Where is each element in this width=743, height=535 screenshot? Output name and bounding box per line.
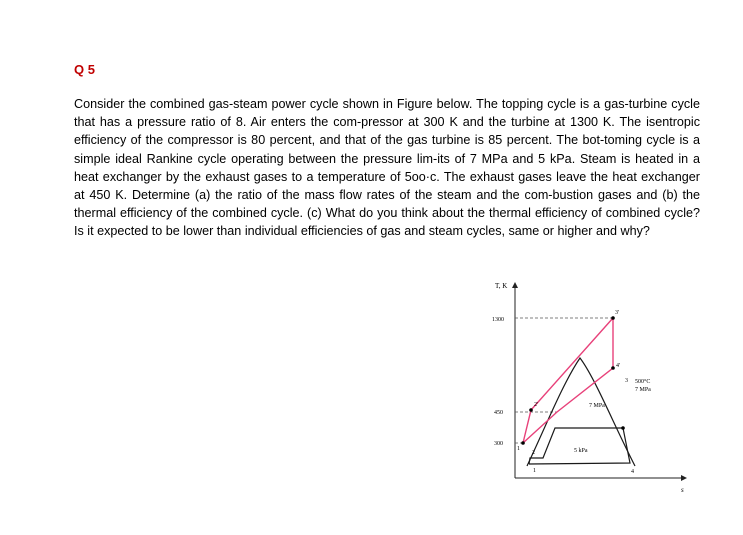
gas-label-4: 4' bbox=[616, 363, 621, 369]
question-title: Q 5 bbox=[74, 62, 95, 77]
ts-diagram bbox=[485, 278, 690, 498]
tick-450: 450 bbox=[494, 410, 503, 416]
steam-cycle bbox=[529, 428, 630, 464]
steam-point-3-dot bbox=[621, 426, 625, 430]
tick-300: 300 bbox=[494, 441, 503, 447]
state3-temperature: 500°C bbox=[635, 379, 651, 385]
x-axis-label: s bbox=[681, 486, 684, 494]
gas-point-3-dot bbox=[611, 316, 615, 320]
axes bbox=[512, 282, 687, 481]
question-text: Consider the combined gas-steam power cycle shown in Figure below. The topping cycle is a gas-turbine cycle that has a pressure ratio of 8. Air enters the com-pressor at 300 K and the turbine at 1300 K. The isentropic efficiency of the compressor is 80 percent, and that of the gas turbine is 85 percent. The bot-toming cycle is a simple ideal Rankine cycle operating between the pressure lim-its of 7 MPa and 5 kPa. Steam is heated in a heat exchanger by the exhaust gases to a temperature of 5oo·c. The exhaust gases leave the heat exchanger at 450 K. Determine (a) the ratio of the mass flow rates of the steam and the com-bustion gases and (b) the thermal efficiency of the combined cycle. (c) What do you think about the thermal efficiency of combined cycle? Is it expected to be lower than individual efficiencies of gas and steam cycles, same or higher and why? bbox=[74, 97, 700, 239]
steam-label-4: 4 bbox=[631, 469, 634, 475]
ts-diagram-figure bbox=[485, 278, 690, 498]
isobar-7mpa-label: 7 MPa bbox=[589, 403, 605, 409]
steam-label-1: 1 bbox=[533, 468, 536, 474]
gas-cycle bbox=[523, 318, 613, 443]
steam-label-3: 3 bbox=[625, 378, 628, 384]
gas-point-2-dot bbox=[529, 408, 533, 412]
gas-label-2: 2' bbox=[534, 402, 539, 408]
gas-point-1-dot bbox=[521, 441, 525, 445]
tick-1300: 1300 bbox=[492, 317, 504, 323]
gas-point-4-dot bbox=[611, 366, 615, 370]
y-axis-label: T, K bbox=[495, 282, 508, 290]
gas-label-1: 1 bbox=[517, 446, 520, 452]
state3-pressure: 7 MPa bbox=[635, 387, 651, 393]
steam-label-2: 2 bbox=[532, 450, 535, 456]
isobar-5kpa-label: 5 kPa bbox=[574, 448, 588, 454]
gas-label-3: 3' bbox=[615, 310, 620, 316]
reference-lines bbox=[515, 318, 613, 443]
